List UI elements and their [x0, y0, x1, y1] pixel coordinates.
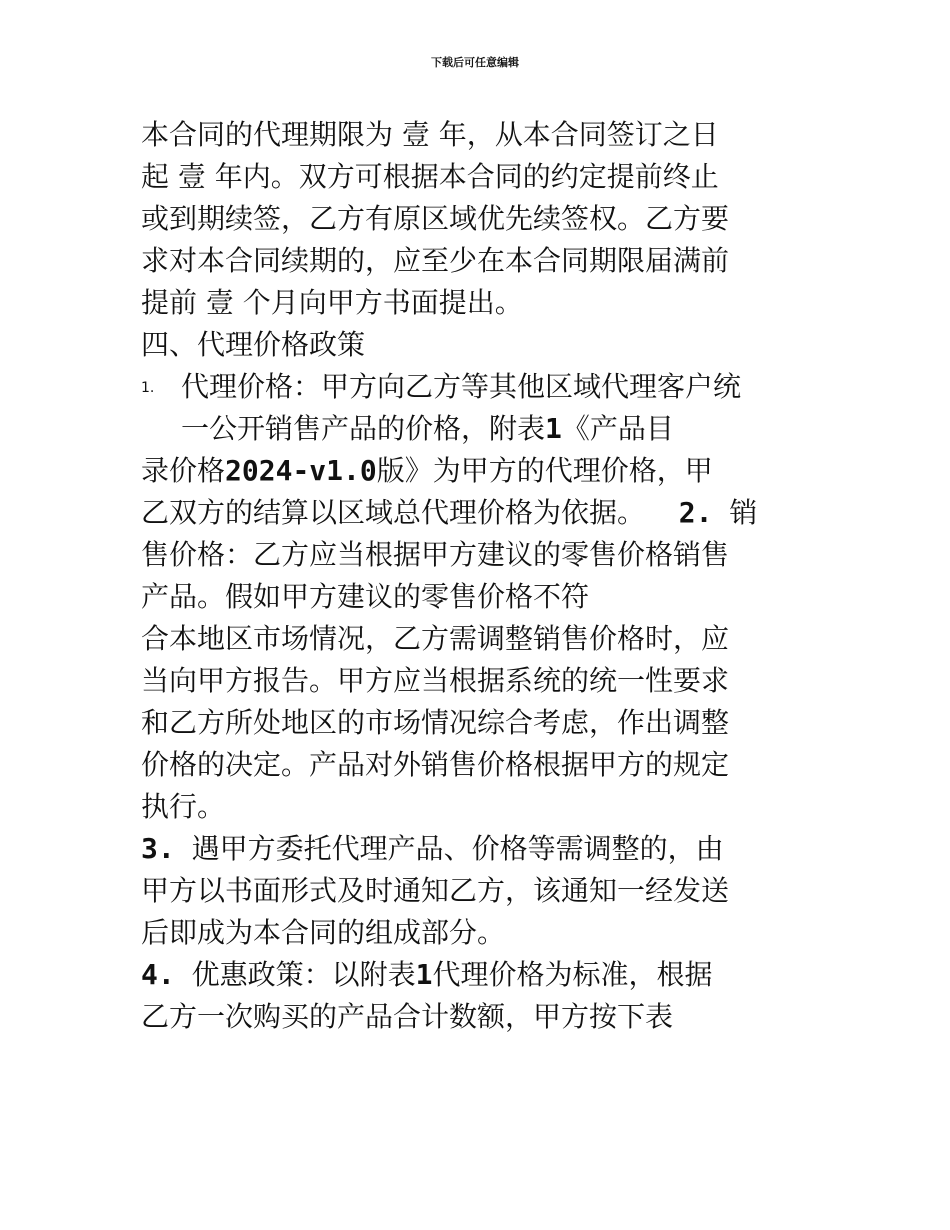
- text-span: 版》为甲方的代理价格，甲: [376, 454, 713, 487]
- text-span: 乙双方的结算以区域总代理价格为依据。: [141, 496, 646, 529]
- text-line: 乙方一次购买的产品合计数额，甲方按下表: [141, 1000, 674, 1033]
- text-line: [141, 408, 811, 450]
- text-span: 代理价格为标准，根据: [432, 958, 713, 991]
- list-item-1-line: [141, 366, 811, 408]
- text-line: 和乙方所处地区的市场情况综合考虑，作出调整: [141, 706, 730, 739]
- text-line: 求对本合同续期的，应至少在本合同期限届满前: [141, 244, 730, 277]
- document-body: [141, 114, 811, 1038]
- text-line: 执行。: [141, 790, 226, 823]
- text-line: 起 壹 年内。双方可根据本合同的约定提前终止: [141, 160, 719, 193]
- text-line: 提前 壹 个月向甲方书面提出。: [141, 286, 523, 319]
- text-span: 录价格: [141, 454, 226, 487]
- list-number-3: 3.: [141, 832, 192, 865]
- text-line: [141, 828, 811, 870]
- text-line: 或到期续签，乙方有原区域优先续签权。乙方要: [141, 202, 730, 235]
- text-line: 产品。假如甲方建议的零售价格不符: [141, 580, 590, 613]
- number-span: 1: [415, 958, 433, 991]
- page-header: 下载后可任意编辑: [431, 56, 519, 69]
- list-item-number: 1.: [141, 380, 155, 396]
- text-span: 《产品目: [561, 412, 674, 445]
- list-number-4: 4.: [141, 958, 192, 991]
- text-line: 后即成为本合同的组成部分。: [141, 916, 506, 949]
- text-line: 甲方以书面形式及时通知乙方，该通知一经发送: [141, 874, 730, 907]
- version-span: 2024-v1.0: [225, 454, 377, 487]
- text-line: [141, 954, 811, 996]
- text-line: 当向甲方报告。甲方应当根据系统的统一性要求: [141, 664, 730, 697]
- text-line: 合本地区市场情况，乙方需调整销售价格时，应: [141, 622, 730, 655]
- text-span: 一公开销售产品的价格，附表: [181, 412, 546, 445]
- text-line: 价格的决定。产品对外销售价格根据甲方的规定: [141, 748, 730, 781]
- section-title: 四、代理价格政策: [141, 328, 366, 361]
- text-span: 优惠政策：以附表: [191, 958, 416, 991]
- text-span: 销: [729, 496, 758, 529]
- text-line: [141, 450, 811, 492]
- list-number-2: 2.: [645, 496, 730, 529]
- number-span: 1: [545, 412, 562, 445]
- text-line: [141, 492, 811, 534]
- text-span: 代理价格：甲方向乙方等其他区域代理客户统: [181, 370, 742, 403]
- text-line: 售价格：乙方应当根据甲方建议的零售价格销售: [141, 538, 730, 571]
- text-span: 遇甲方委托代理产品、价格等需调整的，由: [191, 832, 724, 865]
- text-line: 本合同的代理期限为 壹 年，从本合同签订之日: [141, 118, 719, 151]
